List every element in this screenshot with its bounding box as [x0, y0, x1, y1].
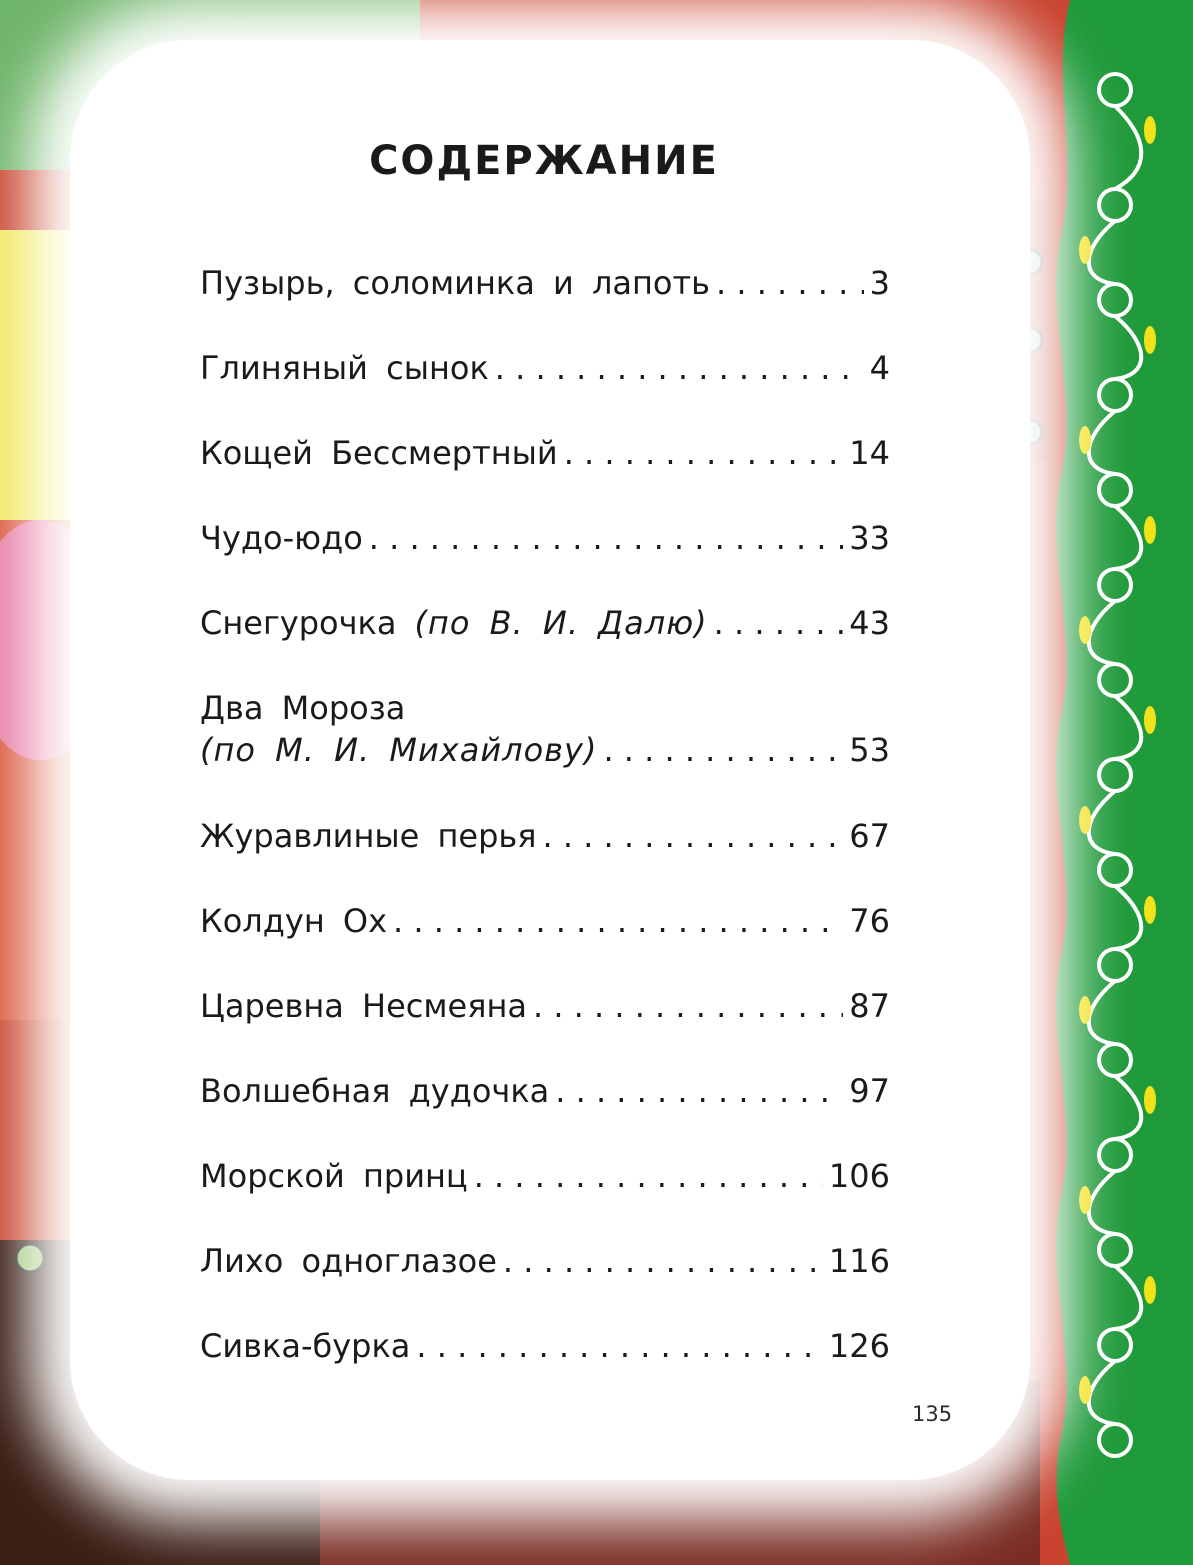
entry-title: Два Мороза	[200, 689, 406, 727]
entry-page: 76	[849, 902, 890, 940]
page-title: СОДЕРЖАНИЕ	[369, 138, 719, 184]
entry-title: Чудо-юдо	[200, 519, 363, 557]
dot-leader	[369, 517, 844, 559]
entry-page: 97	[849, 1072, 890, 1110]
toc-entry[interactable]	[200, 687, 890, 815]
toc-list	[200, 262, 890, 1410]
entry-author: (по М. И. Михайлову)	[200, 731, 598, 769]
dot-leader	[716, 262, 864, 304]
entry-title: Пузырь, соломинка и лапоть	[200, 264, 710, 302]
dot-leader	[533, 985, 843, 1027]
entry-title: Царевна Несмеяна	[200, 987, 527, 1025]
page-number: 135	[912, 1402, 953, 1426]
dot-leader	[393, 900, 843, 942]
entry-page: 14	[849, 434, 890, 472]
dot-leader	[603, 729, 843, 771]
entry-page: 126	[828, 1327, 890, 1365]
entry-title: Волшебная дудочка	[200, 1072, 550, 1110]
dot-leader	[416, 1325, 823, 1367]
entry-title: Глиняный сынок	[200, 349, 489, 387]
entry-page: 4	[869, 349, 890, 387]
dot-leader	[555, 1070, 843, 1112]
toc-entry[interactable]	[200, 900, 890, 985]
dot-leader	[495, 347, 864, 389]
entry-page: 53	[849, 731, 890, 769]
toc-entry[interactable]	[200, 262, 890, 347]
entry-page: 106	[828, 1157, 890, 1195]
entry-page: 67	[849, 817, 890, 855]
entry-title: Морской принц	[200, 1157, 468, 1195]
toc-entry[interactable]	[200, 602, 890, 687]
entry-title: Кощей Бессмертный	[200, 434, 558, 472]
toc-entry[interactable]	[200, 347, 890, 432]
entry-page: 43	[849, 604, 890, 642]
entry-author: (по В. И. Далю)	[414, 604, 708, 642]
entry-title: Лихо одноглазое	[200, 1242, 497, 1280]
dot-leader	[474, 1155, 823, 1197]
toc-entry[interactable]	[200, 1070, 890, 1155]
toc-entry[interactable]	[200, 517, 890, 602]
dot-leader	[714, 602, 844, 644]
toc-entry[interactable]	[200, 985, 890, 1070]
entry-page: 87	[849, 987, 890, 1025]
entry-page: 116	[828, 1242, 890, 1280]
entry-page: 3	[869, 264, 890, 302]
entry-title: Колдун Ох	[200, 902, 388, 940]
entry-title: Сивка-бурка	[200, 1327, 411, 1365]
toc-entry[interactable]	[200, 1325, 890, 1410]
dot-leader	[503, 1240, 823, 1282]
dot-leader	[543, 815, 844, 857]
entry-title: Снегурочка	[200, 604, 397, 642]
dot-leader	[564, 432, 844, 474]
entry-title: Журавлиные перья	[200, 817, 537, 855]
toc-entry[interactable]	[200, 1240, 890, 1325]
toc-entry[interactable]	[200, 815, 890, 900]
toc-entry[interactable]	[200, 432, 890, 517]
entry-page: 33	[849, 519, 890, 557]
toc-entry[interactable]	[200, 1155, 890, 1240]
ornament-border	[1040, 0, 1193, 1565]
